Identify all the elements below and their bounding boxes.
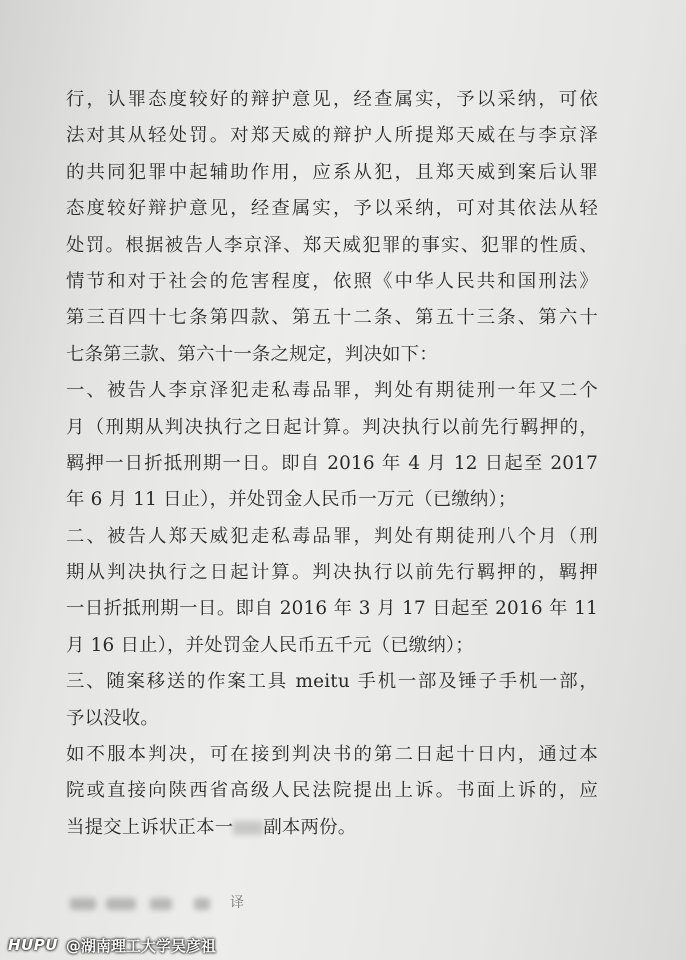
text-line: 院或直接向陕西省高级人民法院提出上诉。书面上诉的，应 xyxy=(66,780,598,802)
text-line: 二、被告人郑天威犯走私毒品罪，判处有期徒刑八个月（刑 xyxy=(66,525,598,547)
text-line: 三、随案移送的作案工具 meitu 手机一部及锤子手机一部， xyxy=(66,671,598,693)
blur-block xyxy=(150,898,172,910)
text-line: 予以没收。 xyxy=(66,707,159,729)
text-line: 的共同犯罪中起辅助作用，应系从犯，且郑天威到案后认罪 xyxy=(66,161,598,183)
text-line: 月（刑期从判决执行之日起计算。判决执行以前先行羁押的， xyxy=(66,416,598,438)
text-line: 年 6 月 11 日止），并处罚金人民币一万元（已缴纳）； xyxy=(66,489,517,511)
text-line: 月 16 日止），并处罚金人民币五千元（已缴纳）； xyxy=(66,634,474,656)
text-line: 一日折抵刑期一日。即自 2016 年 3 月 17 日起至 2016 年 11 xyxy=(66,598,598,620)
signature-char: 译 xyxy=(230,895,244,911)
watermark-username: @湖南理工大学吴彦祖 xyxy=(65,936,216,955)
judgment-text xyxy=(66,82,598,846)
redaction-blur xyxy=(233,821,263,835)
text-line: 行，认罪态度较好的辩护意见，经查属实，予以采纳，可依 xyxy=(66,89,598,110)
text-line: 情节和对于社会的危害程度，依照《中华人民共和国刑法》 xyxy=(66,270,598,292)
text-line: 态度较好辩护意见，经查属实，予以采纳，可对其依法从轻 xyxy=(66,198,598,220)
hupu-watermark xyxy=(8,934,216,956)
text-line: 羁押一日折抵刑期一日。即自 2016 年 4 月 12 日起至 2017 xyxy=(66,452,598,474)
text-line: 七条第三款、第六十一条之规定，判决如下： xyxy=(66,343,438,365)
hupu-logo: HUPU xyxy=(8,936,58,954)
text-line: 期从判决执行之日起计算。判决执行以前先行羁押的，羁押 xyxy=(66,562,598,584)
text-line: 如不服本判决，可在接到判决书的第二日起十日内，通过本 xyxy=(66,744,598,766)
text-line: 处罚。根据被告人李京泽、郑天威犯罪的事实、犯罪的性质、 xyxy=(66,234,598,256)
text-line: 第三百四十七条第四款、第五十二条、第五十三条、第六十 xyxy=(66,307,598,329)
text-line: 一、被告人李京泽犯走私毒品罪，判处有期徒刑一年又二个 xyxy=(66,380,598,402)
last-line-prefix: 当提交上诉状正本一 xyxy=(66,816,234,838)
last-line-suffix: 副本两份。 xyxy=(263,816,357,838)
blur-block xyxy=(70,898,96,910)
blurred-signature xyxy=(70,892,250,914)
text-line-last xyxy=(66,810,598,846)
text-line: 法对其从轻处罚。对郑天威的辩护人所提郑天威在与李京泽 xyxy=(66,125,598,147)
blur-block xyxy=(106,898,136,910)
blur-block xyxy=(194,898,210,910)
